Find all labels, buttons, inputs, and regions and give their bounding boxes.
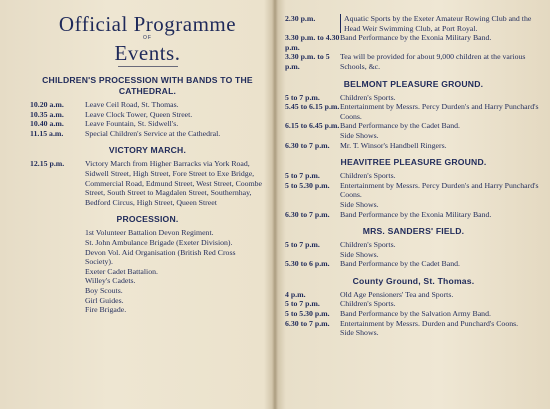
procession-item: Devon Vol. Aid Organisation (British Red Cross Society).: [85, 247, 236, 267]
row-desc: Side Shows.: [340, 328, 379, 338]
row-desc: Band Performance by the Salvation Army Band.: [340, 309, 491, 319]
row-time: 5 to 5.30 p.m.: [285, 309, 330, 319]
row-time: 4 p.m.: [285, 289, 306, 299]
section-heading-county-ground: County Ground, St. Thomas.: [352, 275, 475, 286]
row-time: 10.20 a.m.: [30, 100, 64, 109]
row-time: 11.15 a.m.: [30, 128, 64, 138]
title-rule: [118, 66, 178, 67]
section-heading-procession: PROCESSION.: [116, 214, 179, 225]
programme-title: Official Programme: [58, 12, 237, 36]
row-desc: Entertainment by Messrs. Percy Durden's and Harry Punchard's Coons.: [340, 180, 539, 200]
schedule-row: [285, 171, 542, 181]
row-time: 5 to 7 p.m.: [285, 171, 320, 181]
schedule-row: [285, 319, 542, 329]
row-desc: Tea will be provided for about 9,000 children at the various Schools, &c.: [340, 52, 526, 71]
row-time: 10.35 a.m.: [30, 109, 64, 119]
procession-item: 1st Volunteer Battalion Devon Regiment.: [85, 228, 214, 238]
row-time: 6.30 to 7 p.m.: [285, 209, 330, 219]
section-heading-victory-march: VICTORY MARCH.: [108, 145, 187, 156]
row-desc: Children's Sports.: [340, 171, 396, 181]
row-time: 5.45 to 6.15 p.m.: [285, 102, 340, 112]
programme-subtitle: Events.: [114, 41, 181, 65]
schedule-row: [285, 240, 542, 250]
schedule-row: [285, 200, 542, 210]
row-time: 5 to 5.30 p.m.: [285, 180, 330, 190]
row-time: 12.15 p.m.: [30, 159, 65, 169]
row-time: 6.15 to 6.45 p.m.: [285, 121, 340, 131]
row-desc: Mr. T. Winsor's Handbell Ringers.: [340, 140, 447, 150]
row-desc: Side Shows.: [340, 199, 379, 209]
right-page: [275, 0, 550, 409]
schedule-row: [285, 259, 542, 269]
row-time: [285, 328, 340, 338]
schedule-row: [285, 33, 542, 52]
row-time: 3.30 p.m. to 4.30 p.m.: [285, 33, 340, 52]
schedule-row: [285, 141, 542, 151]
row-time: 3.30 p.m. to 5 p.m.: [285, 52, 330, 71]
schedule-row: [285, 102, 542, 121]
section-heading-childrens-procession: CHILDREN'S PROCESSION WITH BANDS TO THE CATHEDRAL.: [42, 75, 253, 96]
procession-item: Boy Scouts.: [85, 285, 123, 295]
schedule-row: [285, 290, 542, 300]
schedule-row: [285, 121, 542, 131]
row-desc: Band Performance by the Cadet Band.: [340, 121, 460, 131]
row-time: 5 to 7 p.m.: [285, 92, 320, 102]
schedule-row: [30, 119, 265, 129]
row-time: 5 to 7 p.m.: [285, 299, 320, 309]
row-desc: Band Performance by the Exonia Military Band.: [340, 209, 492, 219]
row-desc: Band Performance by the Exonia Military Band.: [340, 33, 492, 43]
row-desc: Aquatic Sports by the Exeter Amateur Rowing Club and the Head Weir Swimming Club, at Port Royal.: [340, 14, 542, 33]
schedule-row: [285, 210, 542, 220]
schedule-row: [285, 14, 542, 33]
row-time: 2.30 p.m.: [285, 14, 316, 23]
row-desc: Leave Ceil Road, St. Thomas.: [85, 100, 179, 109]
row-time: [285, 250, 340, 260]
row-time: 5 to 7 p.m.: [285, 240, 320, 250]
schedule-row: [285, 250, 542, 260]
section-heading-sanders-field: MRS. SANDERS' FIELD.: [362, 226, 465, 237]
row-desc: Entertainment by Messrs. Percy Durden's and Harry Punchard's Coons.: [340, 102, 539, 121]
schedule-row: [30, 129, 265, 139]
row-desc: Band Performance by the Cadet Band.: [340, 259, 460, 269]
schedule-row: [285, 309, 542, 319]
procession-item: Fire Brigade.: [85, 305, 127, 315]
schedule-row: [285, 131, 542, 141]
row-desc: Old Age Pensioners' Tea and Sports.: [340, 289, 454, 299]
schedule-row: [285, 93, 542, 103]
row-desc: Children's Sports.: [340, 240, 396, 250]
row-desc: Children's Sports.: [340, 92, 396, 102]
procession-item: Exeter Cadet Battalion.: [85, 266, 158, 276]
procession-item: Willey's Cadets.: [85, 276, 136, 286]
schedule-row: [30, 100, 265, 110]
section-heading-belmont: BELMONT PLEASURE GROUND.: [343, 78, 484, 89]
schedule-row: [285, 181, 542, 200]
row-desc: Leave Fountain, St. Sidwell's.: [85, 119, 179, 129]
schedule-row: [30, 159, 265, 207]
row-time: [285, 200, 340, 210]
row-desc: Side Shows.: [340, 249, 379, 259]
row-time: 10.40 a.m.: [30, 119, 64, 129]
row-time: [285, 131, 340, 141]
row-desc: Children's Sports.: [340, 299, 396, 309]
row-desc: Entertainment by Messrs. Durden and Punchard's Coons.: [340, 318, 519, 328]
schedule-row: [30, 110, 265, 120]
schedule-row: [285, 328, 542, 338]
row-desc: Leave Clock Tower, Queen Street.: [85, 109, 193, 119]
schedule-row: [285, 299, 542, 309]
procession-item: St. John Ambulance Brigade (Exeter Division).: [85, 237, 233, 247]
row-desc: Victory March from Higher Barracks via York Road, Sidwell Street, High Street, Fore Street to Exe Bridge, Commercial Road, Edmund Street, West Street, Coombe Street, South Street to Magdalen Street, Southernhay, Bedford Circus, High Street, Queen Street: [85, 159, 263, 207]
section-heading-heavitree: HEAVITREE PLEASURE GROUND.: [340, 157, 487, 168]
title-of: OF: [143, 35, 152, 41]
row-desc: Side Shows.: [340, 130, 379, 140]
schedule-row: [285, 52, 542, 71]
row-time: 5.30 to 6 p.m.: [285, 259, 330, 269]
procession-item: Girl Guides.: [85, 295, 124, 305]
row-desc: Special Children's Service at the Cathedral.: [85, 128, 221, 138]
row-time: 6.30 to 7 p.m.: [285, 318, 330, 328]
row-time: 6.30 to 7 p.m.: [285, 140, 330, 150]
